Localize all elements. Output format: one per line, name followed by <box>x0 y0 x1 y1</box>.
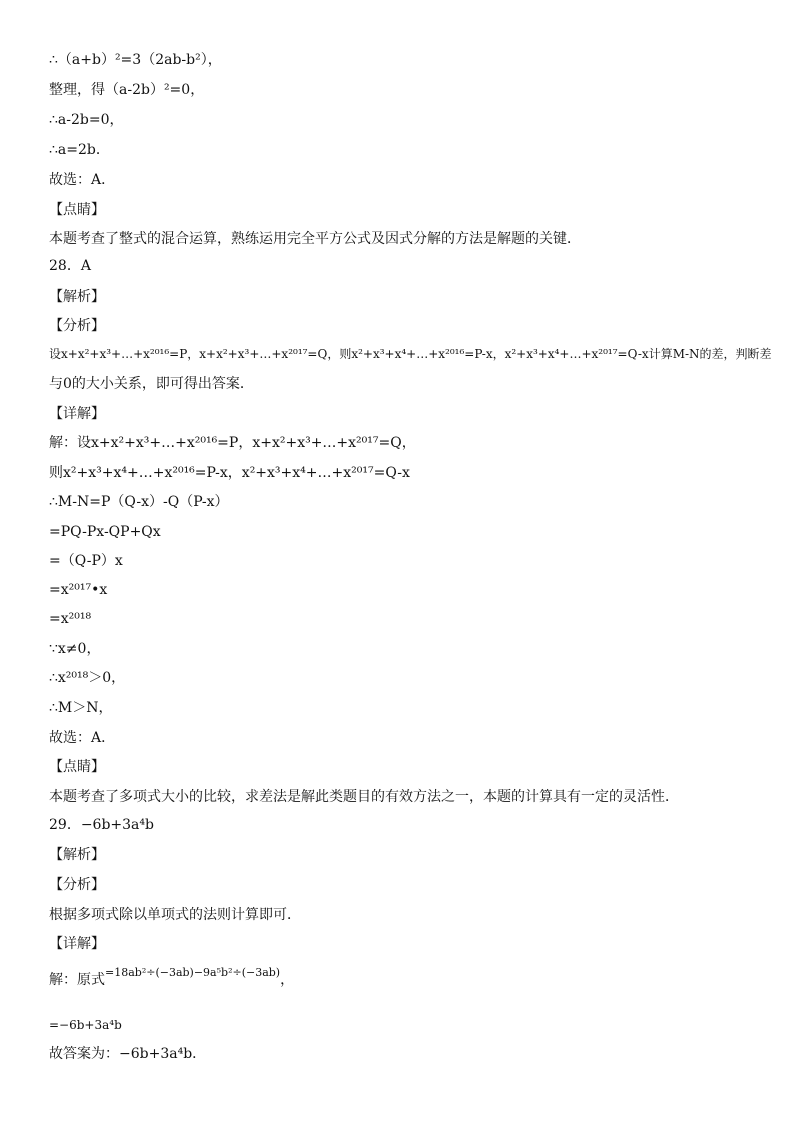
text-line: ∴a-2b=0， <box>49 112 124 128</box>
text-line: ∴M-N=P（Q-x）-Q（P-x） <box>49 494 229 510</box>
text-line: 整理，得（a-2b）²=0， <box>49 82 205 98</box>
text-line: =PQ-Px-QP+Qx <box>49 524 161 540</box>
question-number: 28．A <box>49 258 91 274</box>
text-line: 本题考查了整式的混合运算，熟练运用完全平方公式及因式分解的方法是解题的关键． <box>49 231 581 247</box>
text-line: ∵x≠0， <box>49 641 101 657</box>
text-line: 设x+x²+x³+…+x²⁰¹⁶=P，x+x²+x³+…+x²⁰¹⁷=Q，则x²+x³+x⁴+…+x²⁰¹⁶=P-x，x²+x³+x⁴+…+x²⁰¹⁷=Q-x计算M-N的差，判断差 <box>49 347 772 361</box>
text-line: 则x²+x³+x⁴+…+x²⁰¹⁶=P-x，x²+x³+x⁴+…+x²⁰¹⁷=Q-x <box>49 465 410 481</box>
section-heading: 【解析】 <box>49 847 105 863</box>
section-heading: 【详解】 <box>49 406 105 422</box>
text-line: 解：设x+x²+x³+…+x²⁰¹⁶=P，x+x²+x³+…+x²⁰¹⁷=Q， <box>49 435 416 451</box>
formula-line <box>49 966 295 991</box>
text-line: =x²⁰¹⁸ <box>49 611 92 627</box>
text-fragment: ， <box>280 972 295 988</box>
text-line: 根据多项式除以单项式的法则计算即可． <box>49 907 301 923</box>
formula: =18ab²÷(−3ab)−9a⁵b²÷(−3ab) <box>105 966 281 979</box>
section-heading: 【解析】 <box>49 289 105 305</box>
section-heading: 【分析】 <box>49 318 105 334</box>
text-line: ∴M＞N， <box>49 700 113 716</box>
section-heading: 【点睛】 <box>49 202 105 218</box>
text-line: 与0的大小关系，即可得出答案． <box>49 376 254 392</box>
section-heading: 【点睛】 <box>49 759 105 775</box>
text-line: 故选：A． <box>49 172 116 188</box>
text-line: ∴（a+b）²=3（2ab-b²）， <box>49 52 222 68</box>
text-line: =（Q-P）x <box>49 553 123 569</box>
text-line: ∴x²⁰¹⁸＞0， <box>49 670 126 686</box>
text-line: ∴a=2b． <box>49 142 110 158</box>
question-number: 29．−6b+3a⁴b <box>49 817 154 833</box>
section-heading: 【详解】 <box>49 936 105 952</box>
formula-line: =−6b+3a⁴b <box>49 1018 122 1032</box>
section-heading: 【分析】 <box>49 877 105 893</box>
text-line: 故答案为：−6b+3a⁴b． <box>49 1046 207 1062</box>
text-line: =x²⁰¹⁷•x <box>49 582 108 598</box>
text-line: 故选：A． <box>49 730 116 746</box>
text-fragment: 解：原式 <box>49 972 105 988</box>
text-line: 本题考查了多项式大小的比较，求差法是解此类题目的有效方法之一，本题的计算具有一定的灵活性． <box>49 789 679 805</box>
